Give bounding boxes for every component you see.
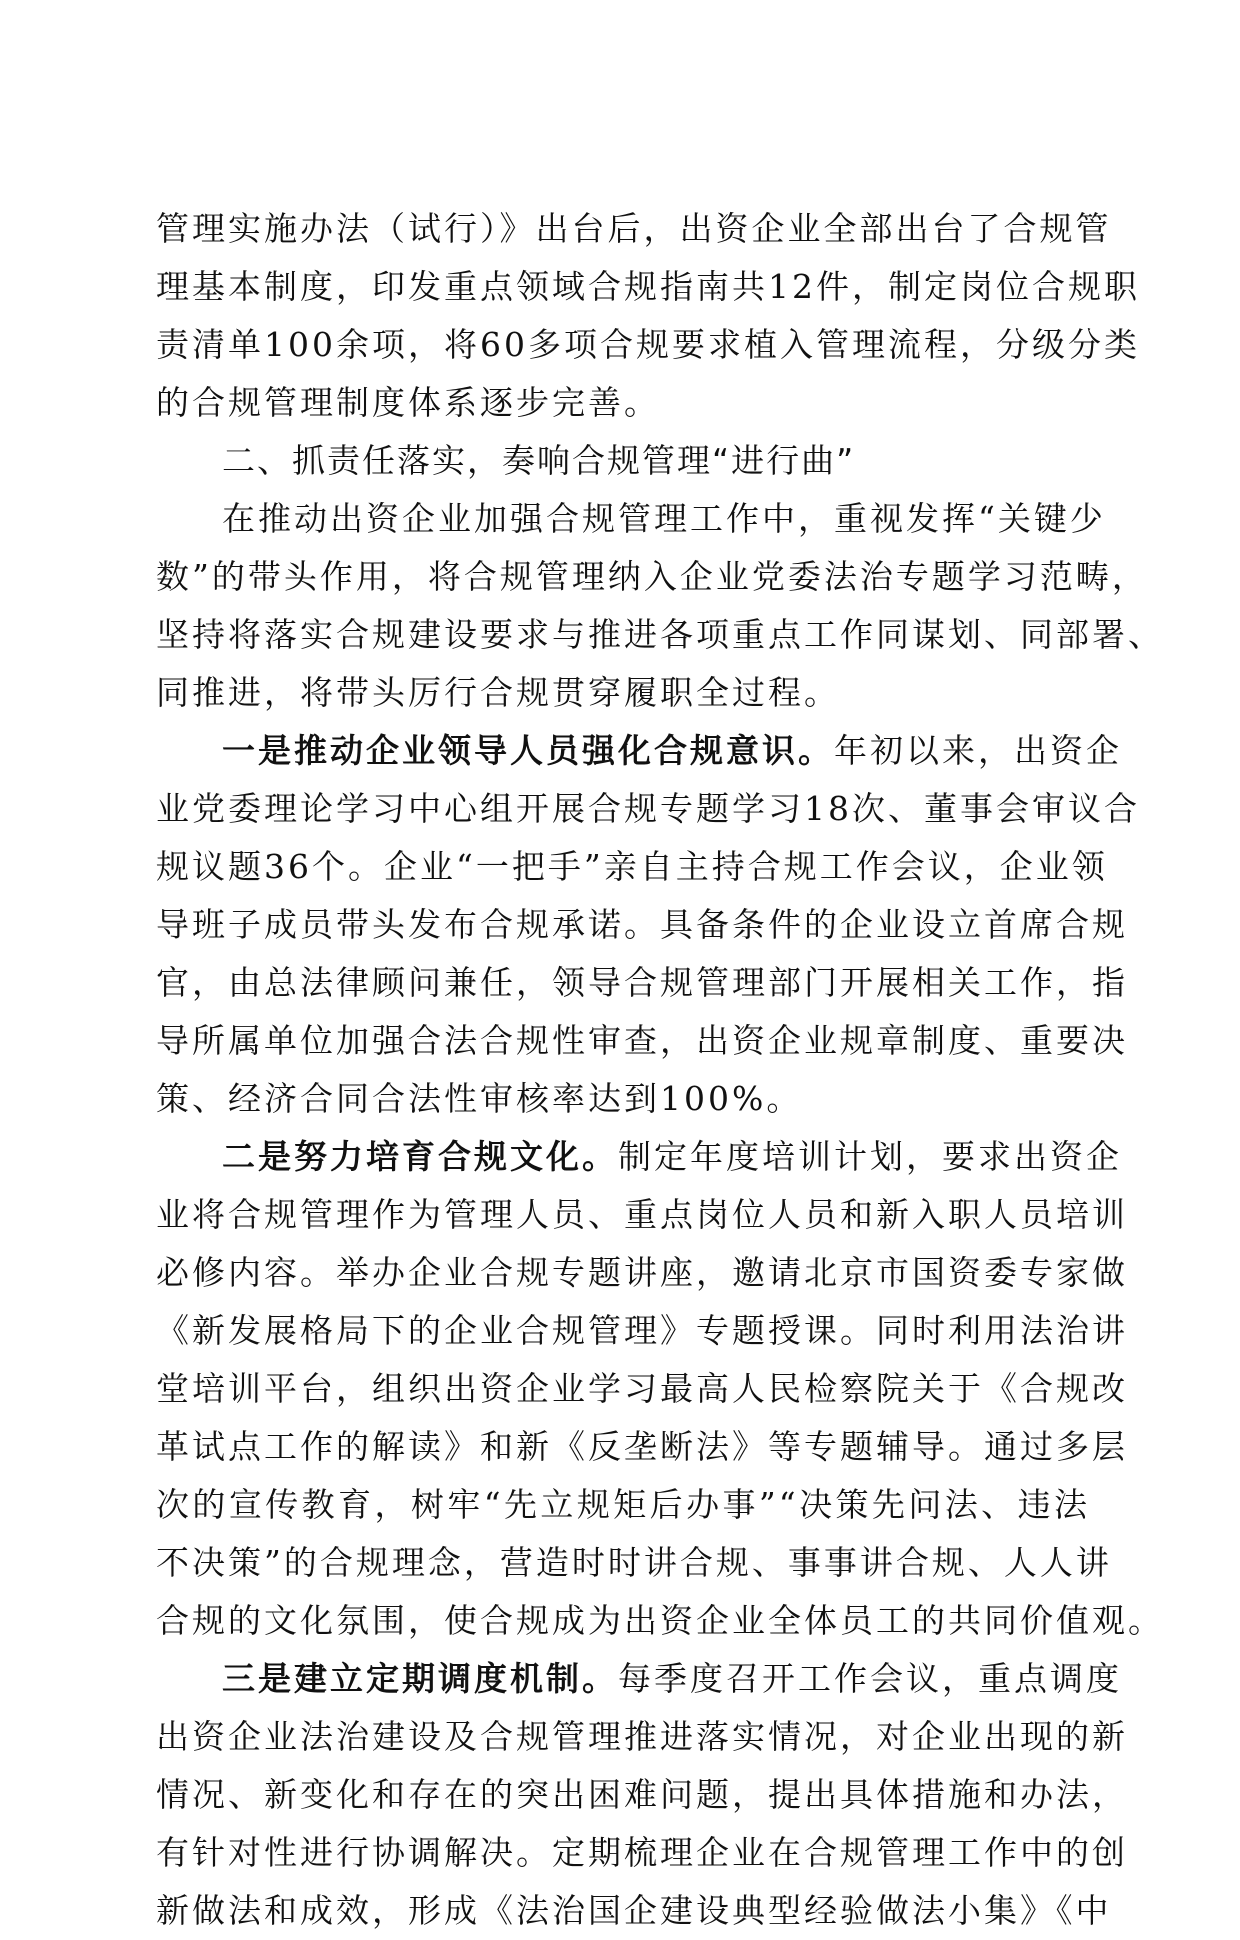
paragraph-lead-line [156, 1128, 1122, 1186]
text-line: 不决策”的合规理念，营造时时讲合规、事事讲合规、人人讲 [156, 1543, 1112, 1582]
text-line: 坚持将落实合规建设要求与推进各项重点工作同谋划、同部署、 [156, 615, 1164, 654]
text-line: 合规的文化氛围，使合规成为出资企业全体员工的共同价值观。 [156, 1601, 1164, 1640]
document-page [156, 200, 1164, 1940]
paragraph-lead-line [156, 1650, 1122, 1708]
lead-continuation: 每季度召开工作会议，重点调度 [618, 1659, 1122, 1698]
bold-lead: 一是推动企业领导人员强化合规意识。 [222, 731, 834, 770]
text-line: 《新发展格局下的企业合规管理》专题授课。同时利用法治讲 [156, 1311, 1128, 1350]
text-line: 必修内容。举办企业合规专题讲座，邀请北京市国资委专家做 [156, 1253, 1128, 1292]
text-line: 数”的带头作用，将合规管理纳入企业党委法治专题学习范畴， [156, 557, 1148, 596]
text-line: 同推进，将带头厉行合规贯穿履职全过程。 [156, 673, 840, 712]
text-line: 出资企业法治建设及合规管理推进落实情况，对企业出现的新 [156, 1717, 1128, 1756]
section-heading: 二、抓责任落实，奏响合规管理“进行曲” [222, 441, 856, 480]
text-line: 次的宣传教育，树牢“先立规矩后办事”“决策先问法、违法 [156, 1485, 1090, 1524]
text-line: 理基本制度，印发重点领域合规指南共12件，制定岗位合规职 [156, 267, 1140, 306]
text-line: 导所属单位加强合法合规性审查，出资企业规章制度、重要决 [156, 1021, 1128, 1060]
lead-continuation: 制定年度培训计划，要求出资企 [618, 1137, 1122, 1176]
text-line: 责清单100余项，将60多项合规要求植入管理流程，分级分类 [156, 325, 1140, 364]
text-line: 情况、新变化和存在的突出困难问题，提出具体措施和办法， [156, 1775, 1128, 1814]
text-line: 堂培训平台，组织出资企业学习最高人民检察院关于《合规改 [156, 1369, 1128, 1408]
text-line: 策、经济合同合法性审核率达到100%。 [156, 1079, 803, 1118]
text-line: 导班子成员带头发布合规承诺。具备条件的企业设立首席合规 [156, 905, 1128, 944]
paragraph-lead-line [156, 722, 1122, 780]
text-line: 业将合规管理作为管理人员、重点岗位人员和新入职人员培训 [156, 1195, 1128, 1234]
text-line: 有针对性进行协调解决。定期梳理企业在合规管理工作中的创 [156, 1833, 1128, 1872]
text-line: 规议题36个。企业“一把手”亲自主持合规工作会议，企业领 [156, 847, 1108, 886]
text-line: 管理实施办法（试行）》出台后，出资企业全部出台了合规管 [156, 209, 1112, 248]
lead-continuation: 年初以来，出资企 [834, 731, 1122, 770]
bold-lead: 三是建立定期调度机制。 [222, 1659, 618, 1698]
text-line: 业党委理论学习中心组开展合规专题学习18次、董事会审议合 [156, 789, 1140, 828]
bold-lead: 二是努力培育合规文化。 [222, 1137, 618, 1176]
text-line: 官，由总法律顾问兼任，领导合规管理部门开展相关工作，指 [156, 963, 1128, 1002]
text-line: 在推动出资企业加强合规管理工作中，重视发挥“关键少 [222, 499, 1106, 538]
text-line: 革试点工作的解读》和新《反垄断法》等专题辅导。通过多层 [156, 1427, 1128, 1466]
text-line: 新做法和成效，形成《法治国企建设典型经验做法小集》《中 [156, 1891, 1112, 1930]
text-line: 的合规管理制度体系逐步完善。 [156, 383, 660, 422]
